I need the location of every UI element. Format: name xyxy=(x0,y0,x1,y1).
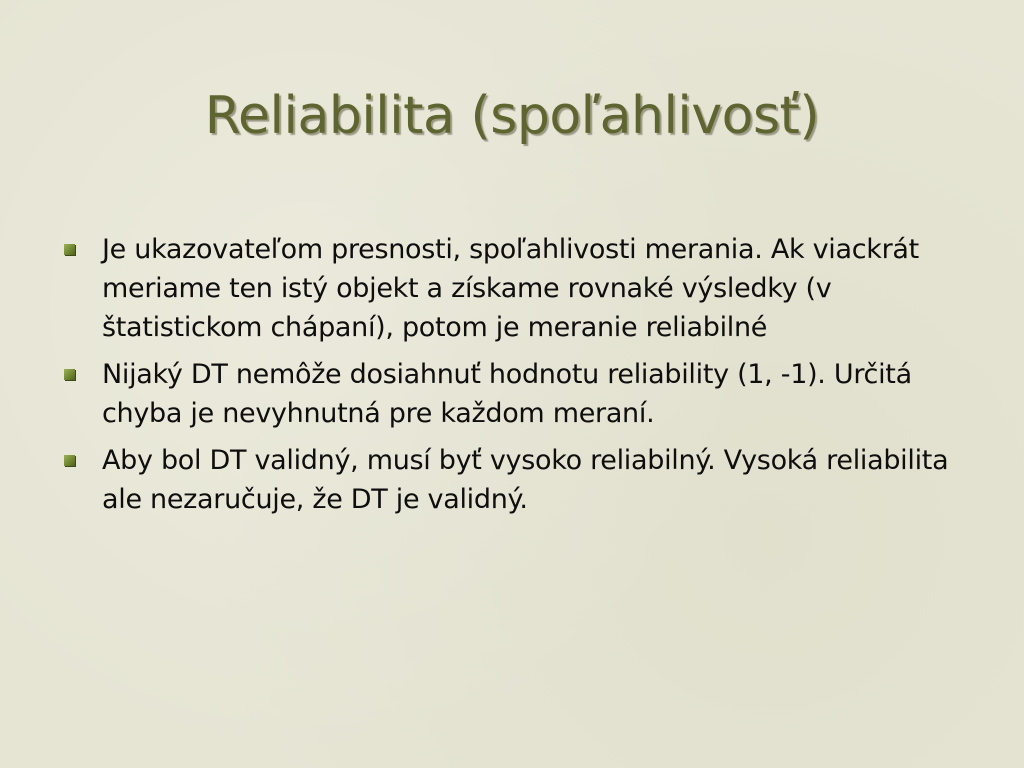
square-bullet-icon xyxy=(64,455,75,466)
list-item xyxy=(64,230,964,347)
square-bullet-icon xyxy=(64,244,75,255)
list-item xyxy=(64,355,964,433)
list-item xyxy=(64,441,964,519)
bullet-text: Je ukazovateľom presnosti, spoľahlivosti merania. Ak viackrát meriame ten istý objekt a získame rovnaké výsledky (v štatistickom chápaní), potom je meranie reliabilné xyxy=(102,234,919,343)
square-bullet-icon xyxy=(64,369,75,380)
bullet-list xyxy=(64,230,964,527)
bullet-text: Aby bol DT validný, musí byť vysoko reliabilný. Vysoká reliabilita ale nezaručuje, že DT je validný. xyxy=(102,445,949,515)
slide-title: Reliabilita (spoľahlivosť) xyxy=(204,86,820,146)
bullet-text: Nijaký DT nemôže dosiahnuť hodnotu reliability (1, -1). Určitá chyba je nevyhnutná pre každom meraní. xyxy=(102,359,912,429)
